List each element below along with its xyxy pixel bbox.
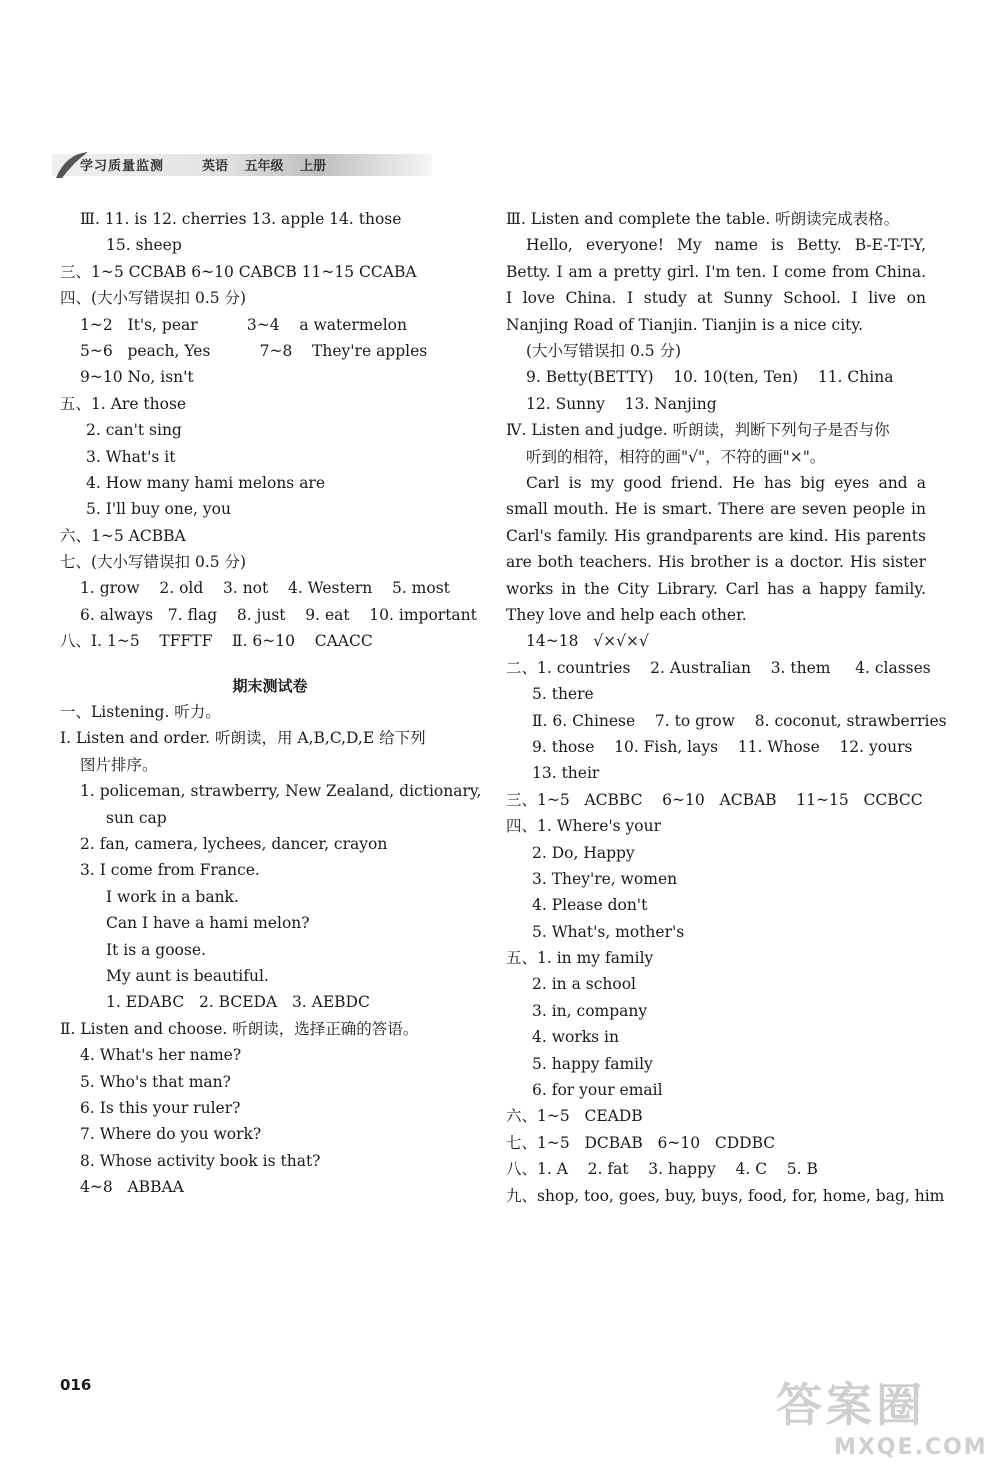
answer-line: 5. happy family (532, 1054, 653, 1073)
listening-passage-carl: Carl is my good friend. He has big eyes and a small mouth. He is smart. There are seven people in Carl's family. His grandparents are kind. His parents are both teachers. His brother is a doctor. His sister works in the City Library. Carl has a happy family. They love and help each other. (506, 473, 926, 624)
answer-line: My aunt is beautiful. (106, 966, 269, 985)
header-subject: 英语 (202, 159, 229, 174)
answer-line: 5. there (532, 685, 594, 704)
answer-line: 1. EDABC 2. BCEDA 3. AEBDC (106, 993, 370, 1012)
answer-line: 14~18 √×√×√ (526, 632, 649, 651)
answer-line: 听到的相符，相符的画"√"，不符的画"×"。 (526, 447, 826, 466)
answer-line: 4. Please don't (532, 896, 648, 915)
answer-line: 七、1~5 DCBAB 6~10 CDDBC (506, 1133, 776, 1152)
answer-line: 9~10 No, isn't (80, 368, 194, 387)
page-number: 016 (60, 1376, 92, 1394)
answer-line: 1~2 It's, pear 3~4 a watermelon (80, 315, 407, 334)
answer-line: Can I have a hami melon? (106, 914, 310, 933)
answer-line: 12. Sunny 13. Nanjing (526, 394, 717, 413)
answer-line: 7. Where do you work? (80, 1125, 262, 1144)
answer-line: 八、Ⅰ. 1~5 TFFTF Ⅱ. 6~10 CAACC (60, 632, 373, 651)
watermark-url: MXQE.COM (834, 1435, 988, 1460)
answer-line: 2. can't sing (86, 421, 182, 440)
answer-line: 9. those 10. Fish, lays 11. Whose 12. yours (532, 737, 913, 756)
answer-line: 3. I come from France. (80, 861, 260, 880)
left-column (60, 206, 480, 1200)
answer-line: 6. for your email (532, 1081, 663, 1100)
answer-line: 四、(大小写错误扣 0.5 分) (60, 289, 247, 308)
answer-line: 1. grow 2. old 3. not 4. Western 5. most (80, 579, 450, 598)
answer-line: Ⅱ. Listen and choose. 听朗读，选择正确的答语。 (60, 1019, 419, 1038)
answer-line: 4~8 ABBAA (80, 1178, 184, 1197)
answer-line: 三、1~5 ACBBC 6~10 ACBAB 11~15 CCBCC (506, 790, 923, 809)
answer-line: 五、1. in my family (506, 949, 654, 968)
answer-line: 二、1. countries 2. Australian 3. them 4. classes (506, 658, 931, 677)
answer-line: 5. Who's that man? (80, 1072, 231, 1091)
answer-line: 2. Do, Happy (532, 843, 635, 862)
answer-line: It is a goose. (106, 940, 206, 959)
header-grade: 五年级 (244, 159, 284, 174)
answer-line: Ⅲ. 11. is 12. cherries 13. apple 14. those (80, 210, 402, 228)
section-title: 期末测试卷 (232, 676, 308, 695)
answer-line: 三、1~5 CCBAB 6~10 CABCB 11~15 CCABA (60, 262, 417, 281)
answer-line: 4. works in (532, 1028, 619, 1047)
answer-line: Ⅳ. Listen and judge. 听朗读，判断下列句子是否与你 (506, 421, 890, 440)
answer-line: 四、1. Where's your (506, 817, 662, 836)
answer-line: 5. I'll buy one, you (86, 500, 231, 519)
answer-line: 1. policeman, strawberry, New Zealand, dictionary, (80, 782, 482, 801)
answer-line: 六、1~5 CEADB (506, 1107, 643, 1126)
answer-line: 13. their (532, 764, 600, 783)
header-meta (202, 155, 338, 174)
answer-line: 七、(大小写错误扣 0.5 分) (60, 553, 247, 572)
answer-line: 5. What's, mother's (532, 922, 685, 941)
answer-line: 八、1. A 2. fat 3. happy 4. C 5. B (506, 1160, 818, 1179)
answer-line: 3. in, company (532, 1001, 648, 1020)
header-volume: 上册 (300, 159, 327, 174)
answer-line: (大小写错误扣 0.5 分) (526, 342, 682, 361)
answer-line: Ⅲ. Listen and complete the table. 听朗读完成表格。 (506, 210, 900, 228)
answer-line: sun cap (106, 808, 167, 827)
watermark-text: 答案圈 (776, 1378, 926, 1432)
answer-line: 4. How many hami melons are (86, 473, 326, 492)
answer-line: Ⅱ. 6. Chinese 7. to grow 8. coconut, strawberries (532, 711, 947, 730)
answer-line: I work in a bank. (106, 887, 239, 906)
answer-line: 图片排序。 (80, 755, 158, 774)
answer-line: 九、shop, too, goes, buy, buys, food, for, home, bag, him (506, 1186, 945, 1205)
page-header (52, 148, 432, 182)
answer-line: 15. sheep (106, 236, 182, 255)
answer-line: 一、Listening. 听力。 (60, 703, 221, 722)
listening-passage-betty: Hello, everyone! My name is Betty. B-E-T-T-Y, Betty. I am a pretty girl. I'm ten. I come from China. I love China. I study at Sunny School. I live on Nanjing Road of Tianjin. Tianjin is a nice city. (506, 236, 926, 334)
answer-line: 4. What's her name? (80, 1046, 242, 1065)
answer-line: 6. Is this your ruler? (80, 1098, 241, 1117)
answer-line: 8. Whose activity book is that? (80, 1151, 321, 1170)
watermark-logo (776, 1369, 988, 1460)
answer-line: 3. They're, women (532, 869, 678, 888)
answer-line: 六、1~5 ACBBA (60, 526, 186, 545)
answer-line: Ⅰ. Listen and order. 听朗读，用 A,B,C,D,E 给下列 (60, 729, 426, 748)
answer-line: 五、1. Are those (60, 394, 187, 413)
answer-line: 3. What's it (86, 447, 176, 466)
answer-line: 2. in a school (532, 975, 636, 994)
answer-line: 5~6 peach, Yes 7~8 They're apples (80, 341, 428, 360)
answer-line: 9. Betty(BETTY) 10. 10(ten, Ten) 11. China (526, 368, 894, 387)
answer-line: 2. fan, camera, lychees, dancer, crayon (80, 834, 388, 853)
answer-line: 6. always 7. flag 8. just 9. eat 10. important (80, 605, 477, 624)
header-title: 学习质量监测 (80, 159, 165, 174)
right-column (506, 206, 947, 1209)
